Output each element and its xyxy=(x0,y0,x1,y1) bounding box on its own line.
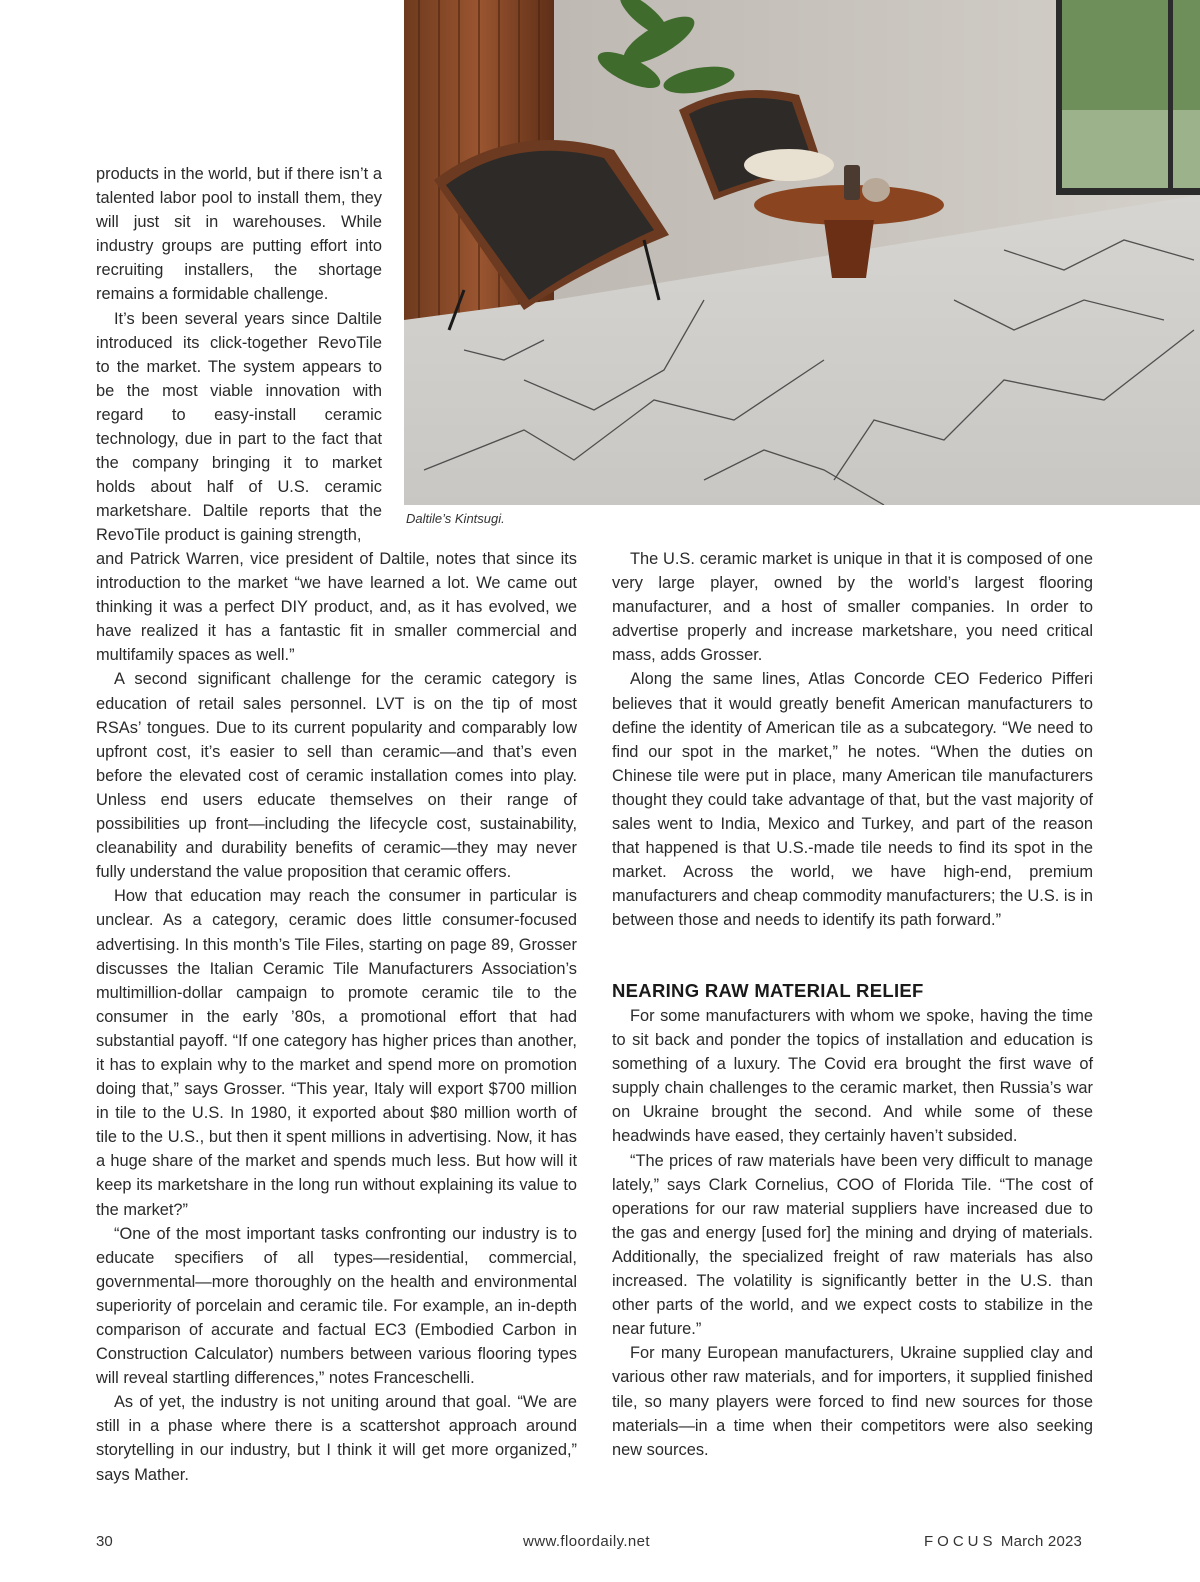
paragraph: It’s been several years since Daltile introduced its click-together RevoTile to the market. The system appears to be the most viable innovation with regard to easy-install ceramic technology, due in part to the fact that the company bringing it to market holds about half of U.S. ceramic marketshare. Daltile reports that the RevoTile product is gaining strength, xyxy=(96,309,382,545)
website-link[interactable]: www.floordaily.net xyxy=(523,1533,650,1550)
paragraph: and Patrick Warren, vice president of Daltile, notes that since its introduction to the market “we have learned a lot. We came out thinking it was a perfect DIY product, and, as it has evolved, we have realized it has a fantastic fit in smaller commercial and multifamily spaces as well.” xyxy=(96,550,577,665)
section-heading: NEARING RAW MATERIAL RELIEF xyxy=(612,980,924,1001)
paragraph: For many European manufacturers, Ukraine supplied clay and various other raw materials, and for importers, it supplied finished tile, so many players were forced to find new sources for those materials—in a time when their competitors were also seeking new sources. xyxy=(612,1344,1093,1459)
photo-caption: Daltile’s Kintsugi. xyxy=(406,511,505,526)
issue-info xyxy=(924,1533,1082,1550)
paragraph: Along the same lines, Atlas Concorde CEO Federico Pifferi believes that it would greatly benefit American manufacturers to define the identity of American tile as a subcategory. “We need to find our spot in the market,” he notes. “When the duties on Chinese tile were put in place, many American tile manufacturers thought they could take advantage of that, but the vast majority of sales went to India, Mexico and Turkey, and part of the reason that happened is that U.S.-made tile needs to find its spot in the market. Across the world, we have high-end, premium manufacturers and cheap commodity manufacturers; the U.S. is in between those and needs to identify its path forward.” xyxy=(612,670,1094,930)
kintsugi-photo xyxy=(404,0,1200,505)
paragraph: How that education may reach the consumer in particular is unclear. As a category, ceramic does little consumer-focused advertising. In this month’s Tile Files, starting on page 89, Grosser discusses the Italian Ceramic Tile Manufacturers Association’s multimillion-dollar campaign to promote ceramic tile to the consumer in the early ’80s, a promotional effort that had substantial payoff. “If one category has higher prices than another, it has to explain why to the market and spend more on promotion doing that,” says Grosser. “This year, Italy will export $700 million in tile to the U.S. In 1980, it exported about $80 million worth of tile to the U.S., but then it spent millions in advertising. Now, it has a huge share of the market and spends much less. But how will it keep its marketshare in the long run without explaining its value to the market?” xyxy=(96,887,577,1219)
right-column xyxy=(612,547,1093,933)
paragraph: “The prices of raw materials have been very difficult to manage lately,” says Clark Cornelius, COO of Florida Tile. “The cost of operations for our raw material suppliers have increased due to the gas and energy [used for] the mining and drying of materials. Additionally, the specialized freight of raw materials has also increased. The volatility is significantly better in the U.S. than other parts of the world, and we expect costs to stabilize in the near future.” xyxy=(612,1151,1093,1339)
publication-name: FOCUS xyxy=(924,1533,997,1550)
right-column-section xyxy=(612,1004,1093,1462)
paragraph: For some manufacturers with whom we spoke, having the time to sit back and ponder the topics of installation and education is something of a luxury. The Covid era brought the first wave of supply chain challenges to the ceramic market, then Russia’s war on Ukraine brought the second. And while some of these headwinds have eased, they certainly haven’t subsided. xyxy=(612,1007,1093,1146)
issue-date: March 2023 xyxy=(1000,1533,1083,1550)
page-number: 30 xyxy=(96,1533,113,1550)
left-column-top xyxy=(96,162,382,548)
paragraph: The U.S. ceramic market is unique in that it is composed of one very large player, owned by the world’s largest flooring manufacturer, and a host of smaller companies. In order to advertise properly and increase marketshare, you need critical mass, adds Grosser. xyxy=(612,550,1093,665)
left-column-bottom xyxy=(96,547,577,1487)
room-scene-illustration xyxy=(404,0,1200,505)
paragraph: As of yet, the industry is not uniting around that goal. “We are still in a phase where there is a scattershot approach around storytelling in our industry, but I think it will get more organized,” says Mather. xyxy=(96,1393,577,1484)
paragraph: products in the world, but if there isn’t a talented labor pool to install them, they will just sit in warehouses. While industry groups are putting effort into recruiting installers, the shortage remains a formidable challenge. xyxy=(96,165,382,304)
paragraph: “One of the most important tasks confronting our industry is to educate specifiers of all types—residential, commercial, governmental—more thoroughly on the health and environmental superiority of porcelain and ceramic tile. For example, an in-depth comparison of accurate and factual EC3 (Embodied Carbon in Construction Calculator) numbers between various flooring types will reveal startling differences,” notes Franceschelli. xyxy=(96,1224,577,1388)
paragraph: A second significant challenge for the ceramic category is education of retail sales personnel. LVT is on the tip of most RSAs’ tongues. Due to its current popularity and comparably low upfront cost, it’s easier to sell than ceramic—and that’s even before the elevated cost of ceramic installation comes into play. Unless end users educate themselves on their range of possibilities up front—including the lifecycle cost, sustainability, cleanability and durability benefits of ceramic—they may never fully understand the value proposition that ceramic offers. xyxy=(96,670,577,882)
